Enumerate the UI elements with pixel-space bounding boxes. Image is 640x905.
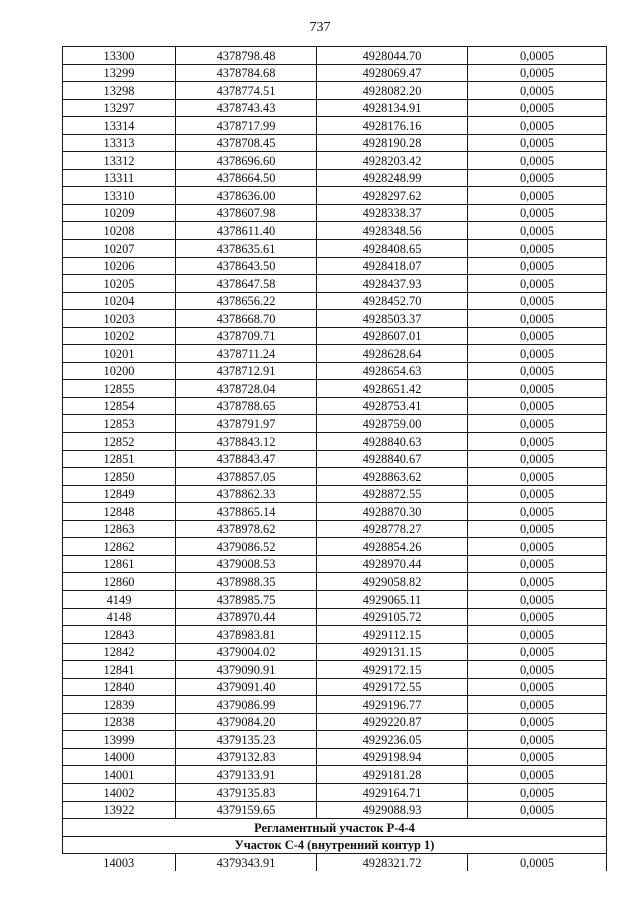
x-coordinate-cell: 4379133.91	[176, 766, 317, 784]
error-value-cell: 0,0005	[468, 801, 607, 819]
y-coordinate-cell: 4928840.67	[317, 450, 468, 468]
y-coordinate-cell: 4928654.63	[317, 362, 468, 380]
x-coordinate-cell: 4378709.71	[176, 327, 317, 345]
x-coordinate-cell: 4378668.70	[176, 310, 317, 328]
point-id-cell: 12860	[63, 573, 176, 591]
x-coordinate-cell: 4378985.75	[176, 590, 317, 608]
y-coordinate-cell: 4928778.27	[317, 520, 468, 538]
x-coordinate-cell: 4378857.05	[176, 468, 317, 486]
table-row	[63, 152, 607, 170]
point-id-cell: 12839	[63, 696, 176, 714]
point-id-cell: 10208	[63, 222, 176, 240]
point-id-cell: 12849	[63, 485, 176, 503]
y-coordinate-cell: 4928082.20	[317, 82, 468, 100]
point-id-cell: 13314	[63, 117, 176, 135]
error-value-cell: 0,0005	[468, 590, 607, 608]
error-value-cell: 0,0005	[468, 82, 607, 100]
table-row	[63, 275, 607, 293]
error-value-cell: 0,0005	[468, 327, 607, 345]
point-id-cell: 13312	[63, 152, 176, 170]
error-value-cell: 0,0005	[468, 520, 607, 538]
error-value-cell: 0,0005	[468, 47, 607, 65]
table-row	[63, 713, 607, 731]
error-value-cell: 0,0005	[468, 503, 607, 521]
table-row	[63, 82, 607, 100]
table-row	[63, 555, 607, 573]
y-coordinate-cell: 4928338.37	[317, 204, 468, 222]
point-id-cell: 12855	[63, 380, 176, 398]
x-coordinate-cell: 4378611.40	[176, 222, 317, 240]
x-coordinate-cell: 4378711.24	[176, 345, 317, 363]
error-value-cell: 0,0005	[468, 468, 607, 486]
x-coordinate-cell: 4378791.97	[176, 415, 317, 433]
point-id-cell: 12851	[63, 450, 176, 468]
table-row	[63, 310, 607, 328]
coordinates-table-body	[63, 47, 607, 871]
x-coordinate-cell: 4379090.91	[176, 661, 317, 679]
point-id-cell: 13299	[63, 64, 176, 82]
point-id-cell: 13300	[63, 47, 176, 65]
y-coordinate-cell: 4928437.93	[317, 275, 468, 293]
table-row	[63, 590, 607, 608]
table-row	[63, 64, 607, 82]
error-value-cell: 0,0005	[468, 152, 607, 170]
error-value-cell: 0,0005	[468, 713, 607, 731]
table-row	[63, 503, 607, 521]
x-coordinate-cell: 4378798.48	[176, 47, 317, 65]
table-row	[63, 696, 607, 714]
y-coordinate-cell: 4928503.37	[317, 310, 468, 328]
error-value-cell: 0,0005	[468, 222, 607, 240]
point-id-cell: 12852	[63, 433, 176, 451]
point-id-cell: 12842	[63, 643, 176, 661]
y-coordinate-cell: 4929198.94	[317, 748, 468, 766]
point-id-cell: 10205	[63, 275, 176, 293]
point-id-cell: 14003	[63, 854, 176, 871]
x-coordinate-cell: 4378788.65	[176, 397, 317, 415]
point-id-cell: 12862	[63, 538, 176, 556]
x-coordinate-cell: 4378865.14	[176, 503, 317, 521]
y-coordinate-cell: 4928408.65	[317, 240, 468, 258]
table-row	[63, 327, 607, 345]
x-coordinate-cell: 4379135.23	[176, 731, 317, 749]
y-coordinate-cell: 4928190.28	[317, 134, 468, 152]
table-row	[63, 240, 607, 258]
table-row	[63, 397, 607, 415]
x-coordinate-cell: 4379086.99	[176, 696, 317, 714]
x-coordinate-cell: 4378862.33	[176, 485, 317, 503]
error-value-cell: 0,0005	[468, 397, 607, 415]
table-row	[63, 187, 607, 205]
y-coordinate-cell: 4929172.55	[317, 678, 468, 696]
page-number: 737	[309, 20, 331, 35]
table-row	[63, 678, 607, 696]
y-coordinate-cell: 4928452.70	[317, 292, 468, 310]
table-row	[63, 643, 607, 661]
x-coordinate-cell: 4379159.65	[176, 801, 317, 819]
error-value-cell: 0,0005	[468, 64, 607, 82]
x-coordinate-cell: 4378708.45	[176, 134, 317, 152]
point-id-cell: 10202	[63, 327, 176, 345]
x-coordinate-cell: 4378983.81	[176, 626, 317, 644]
point-id-cell: 12854	[63, 397, 176, 415]
y-coordinate-cell: 4929236.05	[317, 731, 468, 749]
x-coordinate-cell: 4378978.62	[176, 520, 317, 538]
error-value-cell: 0,0005	[468, 643, 607, 661]
error-value-cell: 0,0005	[468, 380, 607, 398]
y-coordinate-cell: 4928854.26	[317, 538, 468, 556]
y-coordinate-cell: 4928607.01	[317, 327, 468, 345]
error-value-cell: 0,0005	[468, 538, 607, 556]
y-coordinate-cell: 4928870.30	[317, 503, 468, 521]
point-id-cell: 13298	[63, 82, 176, 100]
point-id-cell: 14002	[63, 783, 176, 801]
point-id-cell: 4149	[63, 590, 176, 608]
error-value-cell: 0,0005	[468, 169, 607, 187]
x-coordinate-cell: 4378664.50	[176, 169, 317, 187]
table-row	[63, 47, 607, 65]
error-value-cell: 0,0005	[468, 731, 607, 749]
y-coordinate-cell: 4928203.42	[317, 152, 468, 170]
error-value-cell: 0,0005	[468, 415, 607, 433]
error-value-cell: 0,0005	[468, 257, 607, 275]
error-value-cell: 0,0005	[468, 187, 607, 205]
table-row	[63, 345, 607, 363]
table-row	[63, 854, 607, 871]
table-row	[63, 520, 607, 538]
error-value-cell: 0,0005	[468, 362, 607, 380]
x-coordinate-cell: 4378728.04	[176, 380, 317, 398]
error-value-cell: 0,0005	[468, 310, 607, 328]
table-row	[63, 748, 607, 766]
error-value-cell: 0,0005	[468, 204, 607, 222]
x-coordinate-cell: 4378712.91	[176, 362, 317, 380]
table-row	[63, 783, 607, 801]
error-value-cell: 0,0005	[468, 573, 607, 591]
error-value-cell: 0,0005	[468, 99, 607, 117]
error-value-cell: 0,0005	[468, 696, 607, 714]
error-value-cell: 0,0005	[468, 661, 607, 679]
point-id-cell: 12850	[63, 468, 176, 486]
x-coordinate-cell: 4378696.60	[176, 152, 317, 170]
point-id-cell: 10206	[63, 257, 176, 275]
x-coordinate-cell: 4378843.47	[176, 450, 317, 468]
x-coordinate-cell: 4379091.40	[176, 678, 317, 696]
table-row	[63, 257, 607, 275]
error-value-cell: 0,0005	[468, 240, 607, 258]
y-coordinate-cell: 4929131.15	[317, 643, 468, 661]
table-row	[63, 608, 607, 626]
table-row	[63, 626, 607, 644]
y-coordinate-cell: 4929196.77	[317, 696, 468, 714]
table-row	[63, 204, 607, 222]
error-value-cell: 0,0005	[468, 626, 607, 644]
table-row	[63, 661, 607, 679]
x-coordinate-cell: 4379135.83	[176, 783, 317, 801]
point-id-cell: 10204	[63, 292, 176, 310]
error-value-cell: 0,0005	[468, 292, 607, 310]
point-id-cell: 12841	[63, 661, 176, 679]
table-row	[63, 292, 607, 310]
error-value-cell: 0,0005	[468, 450, 607, 468]
y-coordinate-cell: 4928348.56	[317, 222, 468, 240]
section-row	[63, 819, 607, 837]
x-coordinate-cell: 4379343.91	[176, 854, 317, 871]
table-row	[63, 485, 607, 503]
table-row	[63, 222, 607, 240]
table-row	[63, 538, 607, 556]
x-coordinate-cell: 4378635.61	[176, 240, 317, 258]
point-id-cell: 12838	[63, 713, 176, 731]
error-value-cell: 0,0005	[468, 433, 607, 451]
error-value-cell: 0,0005	[468, 678, 607, 696]
x-coordinate-cell: 4378607.98	[176, 204, 317, 222]
x-coordinate-cell: 4378774.51	[176, 82, 317, 100]
x-coordinate-cell: 4378843.12	[176, 433, 317, 451]
x-coordinate-cell: 4379084.20	[176, 713, 317, 731]
point-id-cell: 4148	[63, 608, 176, 626]
point-id-cell: 13311	[63, 169, 176, 187]
y-coordinate-cell: 4928628.64	[317, 345, 468, 363]
y-coordinate-cell: 4928970.44	[317, 555, 468, 573]
y-coordinate-cell: 4928069.47	[317, 64, 468, 82]
section-header: Участок С-4 (внутренний контур 1)	[63, 836, 607, 854]
x-coordinate-cell: 4378643.50	[176, 257, 317, 275]
x-coordinate-cell: 4379086.52	[176, 538, 317, 556]
x-coordinate-cell: 4378784.68	[176, 64, 317, 82]
error-value-cell: 0,0005	[468, 485, 607, 503]
error-value-cell: 0,0005	[468, 783, 607, 801]
y-coordinate-cell: 4928321.72	[317, 854, 468, 871]
y-coordinate-cell: 4928651.42	[317, 380, 468, 398]
y-coordinate-cell: 4928418.07	[317, 257, 468, 275]
error-value-cell: 0,0005	[468, 275, 607, 293]
point-id-cell: 13999	[63, 731, 176, 749]
y-coordinate-cell: 4929172.15	[317, 661, 468, 679]
point-id-cell: 12853	[63, 415, 176, 433]
point-id-cell: 13313	[63, 134, 176, 152]
table-row	[63, 801, 607, 819]
table-row	[63, 573, 607, 591]
table-row	[63, 468, 607, 486]
error-value-cell: 0,0005	[468, 766, 607, 784]
x-coordinate-cell: 4379008.53	[176, 555, 317, 573]
point-id-cell: 10201	[63, 345, 176, 363]
point-id-cell: 12843	[63, 626, 176, 644]
table-row	[63, 415, 607, 433]
table-row	[63, 731, 607, 749]
table-row	[63, 766, 607, 784]
error-value-cell: 0,0005	[468, 854, 607, 871]
error-value-cell: 0,0005	[468, 748, 607, 766]
y-coordinate-cell: 4929181.28	[317, 766, 468, 784]
error-value-cell: 0,0005	[468, 117, 607, 135]
y-coordinate-cell: 4929112.15	[317, 626, 468, 644]
point-id-cell: 12861	[63, 555, 176, 573]
x-coordinate-cell: 4378656.22	[176, 292, 317, 310]
table-row	[63, 433, 607, 451]
y-coordinate-cell: 4929088.93	[317, 801, 468, 819]
error-value-cell: 0,0005	[468, 134, 607, 152]
point-id-cell: 13297	[63, 99, 176, 117]
point-id-cell: 10203	[63, 310, 176, 328]
table-row	[63, 362, 607, 380]
y-coordinate-cell: 4929105.72	[317, 608, 468, 626]
y-coordinate-cell: 4928872.55	[317, 485, 468, 503]
y-coordinate-cell: 4928297.62	[317, 187, 468, 205]
x-coordinate-cell: 4378636.00	[176, 187, 317, 205]
point-id-cell: 10209	[63, 204, 176, 222]
table-row	[63, 117, 607, 135]
coordinates-table	[62, 46, 607, 871]
table-row	[63, 134, 607, 152]
section-row	[63, 836, 607, 854]
y-coordinate-cell: 4928840.63	[317, 433, 468, 451]
point-id-cell: 14001	[63, 766, 176, 784]
point-id-cell: 13310	[63, 187, 176, 205]
x-coordinate-cell: 4378743.43	[176, 99, 317, 117]
y-coordinate-cell: 4928044.70	[317, 47, 468, 65]
y-coordinate-cell: 4928134.91	[317, 99, 468, 117]
y-coordinate-cell: 4929220.87	[317, 713, 468, 731]
section-header: Регламентный участок Р-4-4	[63, 819, 607, 837]
point-id-cell: 12840	[63, 678, 176, 696]
point-id-cell: 12863	[63, 520, 176, 538]
error-value-cell: 0,0005	[468, 555, 607, 573]
table-row	[63, 169, 607, 187]
error-value-cell: 0,0005	[468, 608, 607, 626]
y-coordinate-cell: 4929164.71	[317, 783, 468, 801]
point-id-cell: 10207	[63, 240, 176, 258]
table-row	[63, 450, 607, 468]
point-id-cell: 14000	[63, 748, 176, 766]
table-row	[63, 380, 607, 398]
x-coordinate-cell: 4378717.99	[176, 117, 317, 135]
y-coordinate-cell: 4928759.00	[317, 415, 468, 433]
y-coordinate-cell: 4929058.82	[317, 573, 468, 591]
y-coordinate-cell: 4928753.41	[317, 397, 468, 415]
point-id-cell: 13922	[63, 801, 176, 819]
table-row	[63, 99, 607, 117]
point-id-cell: 12848	[63, 503, 176, 521]
x-coordinate-cell: 4379132.83	[176, 748, 317, 766]
error-value-cell: 0,0005	[468, 345, 607, 363]
y-coordinate-cell: 4929065.11	[317, 590, 468, 608]
y-coordinate-cell: 4928248.99	[317, 169, 468, 187]
x-coordinate-cell: 4378988.35	[176, 573, 317, 591]
y-coordinate-cell: 4928863.62	[317, 468, 468, 486]
x-coordinate-cell: 4378970.44	[176, 608, 317, 626]
y-coordinate-cell: 4928176.16	[317, 117, 468, 135]
x-coordinate-cell: 4379004.02	[176, 643, 317, 661]
point-id-cell: 10200	[63, 362, 176, 380]
x-coordinate-cell: 4378647.58	[176, 275, 317, 293]
